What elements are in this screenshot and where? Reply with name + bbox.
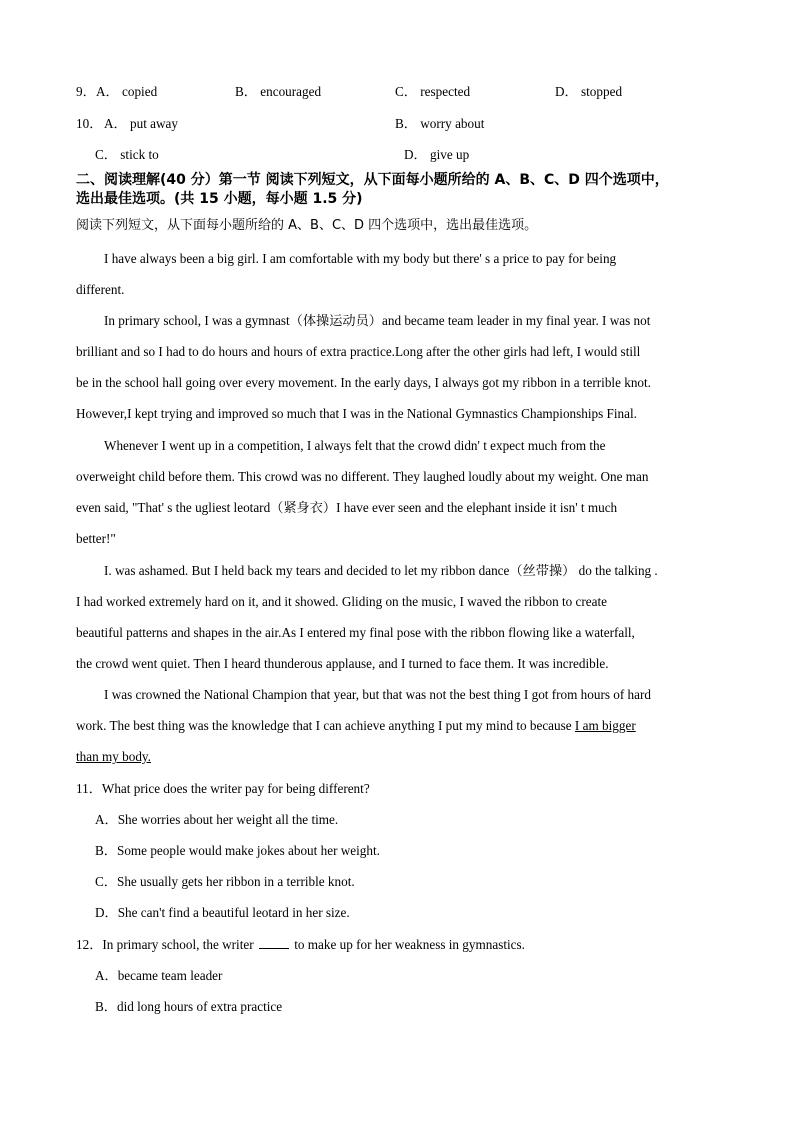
question-12-stem <box>76 937 525 953</box>
passage-p5-line-2 <box>76 718 636 734</box>
q9-option-a: A． copied <box>96 84 158 99</box>
q12-option-b: B．did long hours of extra practice <box>95 999 283 1014</box>
section-instruction: 阅读下列短文，从下面每小题所给的 A、B、C、D 四个选项中，选出最佳选项。 <box>76 218 538 233</box>
q11-option-b: B．Some people would make jokes about her weight. <box>95 843 380 858</box>
q11-option-a: A．She worries about her weight all the time. <box>95 812 339 827</box>
underlined-phrase-part-1: I am bigger <box>574 718 636 733</box>
question-10-number: 10． <box>76 116 103 131</box>
passage-p4-line-3: beautiful patterns and shapes in the air.As I entered my final pose with the ribbon flowing like a waterfall, <box>76 625 635 640</box>
passage-p4-line-2: I had worked extremely hard on it, and it showed. Gliding on the music, I waved the ribbon to create <box>76 594 608 609</box>
passage-p5-line-1: I was crowned the National Champion that year, but that was not the best thing I got from hours of hard <box>104 687 651 702</box>
q12-option-a: A．became team leader <box>95 968 223 983</box>
question-9-number: 9． <box>76 84 96 99</box>
passage-p2-line-3: be in the school hall going over every movement. In the early days, I always got my ribbon in a terrible knot. <box>76 375 651 390</box>
answer-blank <box>259 937 289 949</box>
q11-option-d: D．She can't find a beautiful leotard in her size. <box>95 905 350 920</box>
question-9 <box>76 84 96 100</box>
question-12-stem-start: 12．In primary school, the writer <box>76 937 257 952</box>
passage-p4-line-1: I. was ashamed. But I held back my tears and decided to let my ribbon dance（丝带操） do the talking . <box>104 563 658 578</box>
passage-p3-line-3: even said, "That' s the ugliest leotard（紧身衣）I have ever seen and the elephant inside it isn' t much <box>76 500 618 515</box>
passage-p3-line-4: better!" <box>76 531 116 546</box>
passage-p4-line-4: the crowd went quiet. Then I heard thunderous applause, and I turned to face them. It was incredible. <box>76 656 609 671</box>
passage-p2-line-4: However,I kept trying and improved so much that I was in the National Gymnastics Championships Final. <box>76 406 637 421</box>
question-12-stem-end: to make up for her weakness in gymnastics. <box>290 937 525 952</box>
question-11-stem: 11．What price does the writer pay for being different? <box>76 781 370 796</box>
q10-option-b: B． worry about <box>395 116 485 131</box>
passage-p5-line-3 <box>76 749 151 765</box>
q9-option-d: D． stopped <box>555 84 623 99</box>
q10-option-c: C． stick to <box>95 147 159 162</box>
q9-option-c: C． respected <box>395 84 471 99</box>
q9-option-b: B． encouraged <box>235 84 322 99</box>
passage-p5-line-2-text: work. The best thing was the knowledge that I can achieve anything I put my mind to because <box>76 718 575 733</box>
q10-option-d: D． give up <box>404 147 470 162</box>
section-heading-line-1: 二、阅读理解(40 分）第一节 阅读下列短文，从下面每小题所给的 A、B、C、D 四个选项中， <box>76 172 669 188</box>
passage-p1-line-1: I have always been a big girl. I am comfortable with my body but there' s a price to pay for being <box>104 251 617 266</box>
passage-p3-line-2: overweight child before them. This crowd was no different. They laughed loudly about my weight. One man <box>76 469 649 484</box>
passage-p1-line-2: different. <box>76 282 125 297</box>
passage-p2-line-1: In primary school, I was a gymnast（体操运动员）and became team leader in my final year. I was not <box>104 313 651 328</box>
q11-option-c: C．She usually gets her ribbon in a terrible knot. <box>95 874 355 889</box>
q10-option-a: A． put away <box>104 116 178 131</box>
underlined-phrase-part-2: than my body. <box>76 749 151 764</box>
passage-p2-line-2: brilliant and so I had to do hours and hours of extra practice.Long after the other girls had left, I would still <box>76 344 641 359</box>
section-heading-line-2: 选出最佳选项。(共 15 小题，每小题 1.5 分) <box>76 191 363 207</box>
passage-p3-line-1: Whenever I went up in a competition, I always felt that the crowd didn' t expect much from the <box>104 438 606 453</box>
